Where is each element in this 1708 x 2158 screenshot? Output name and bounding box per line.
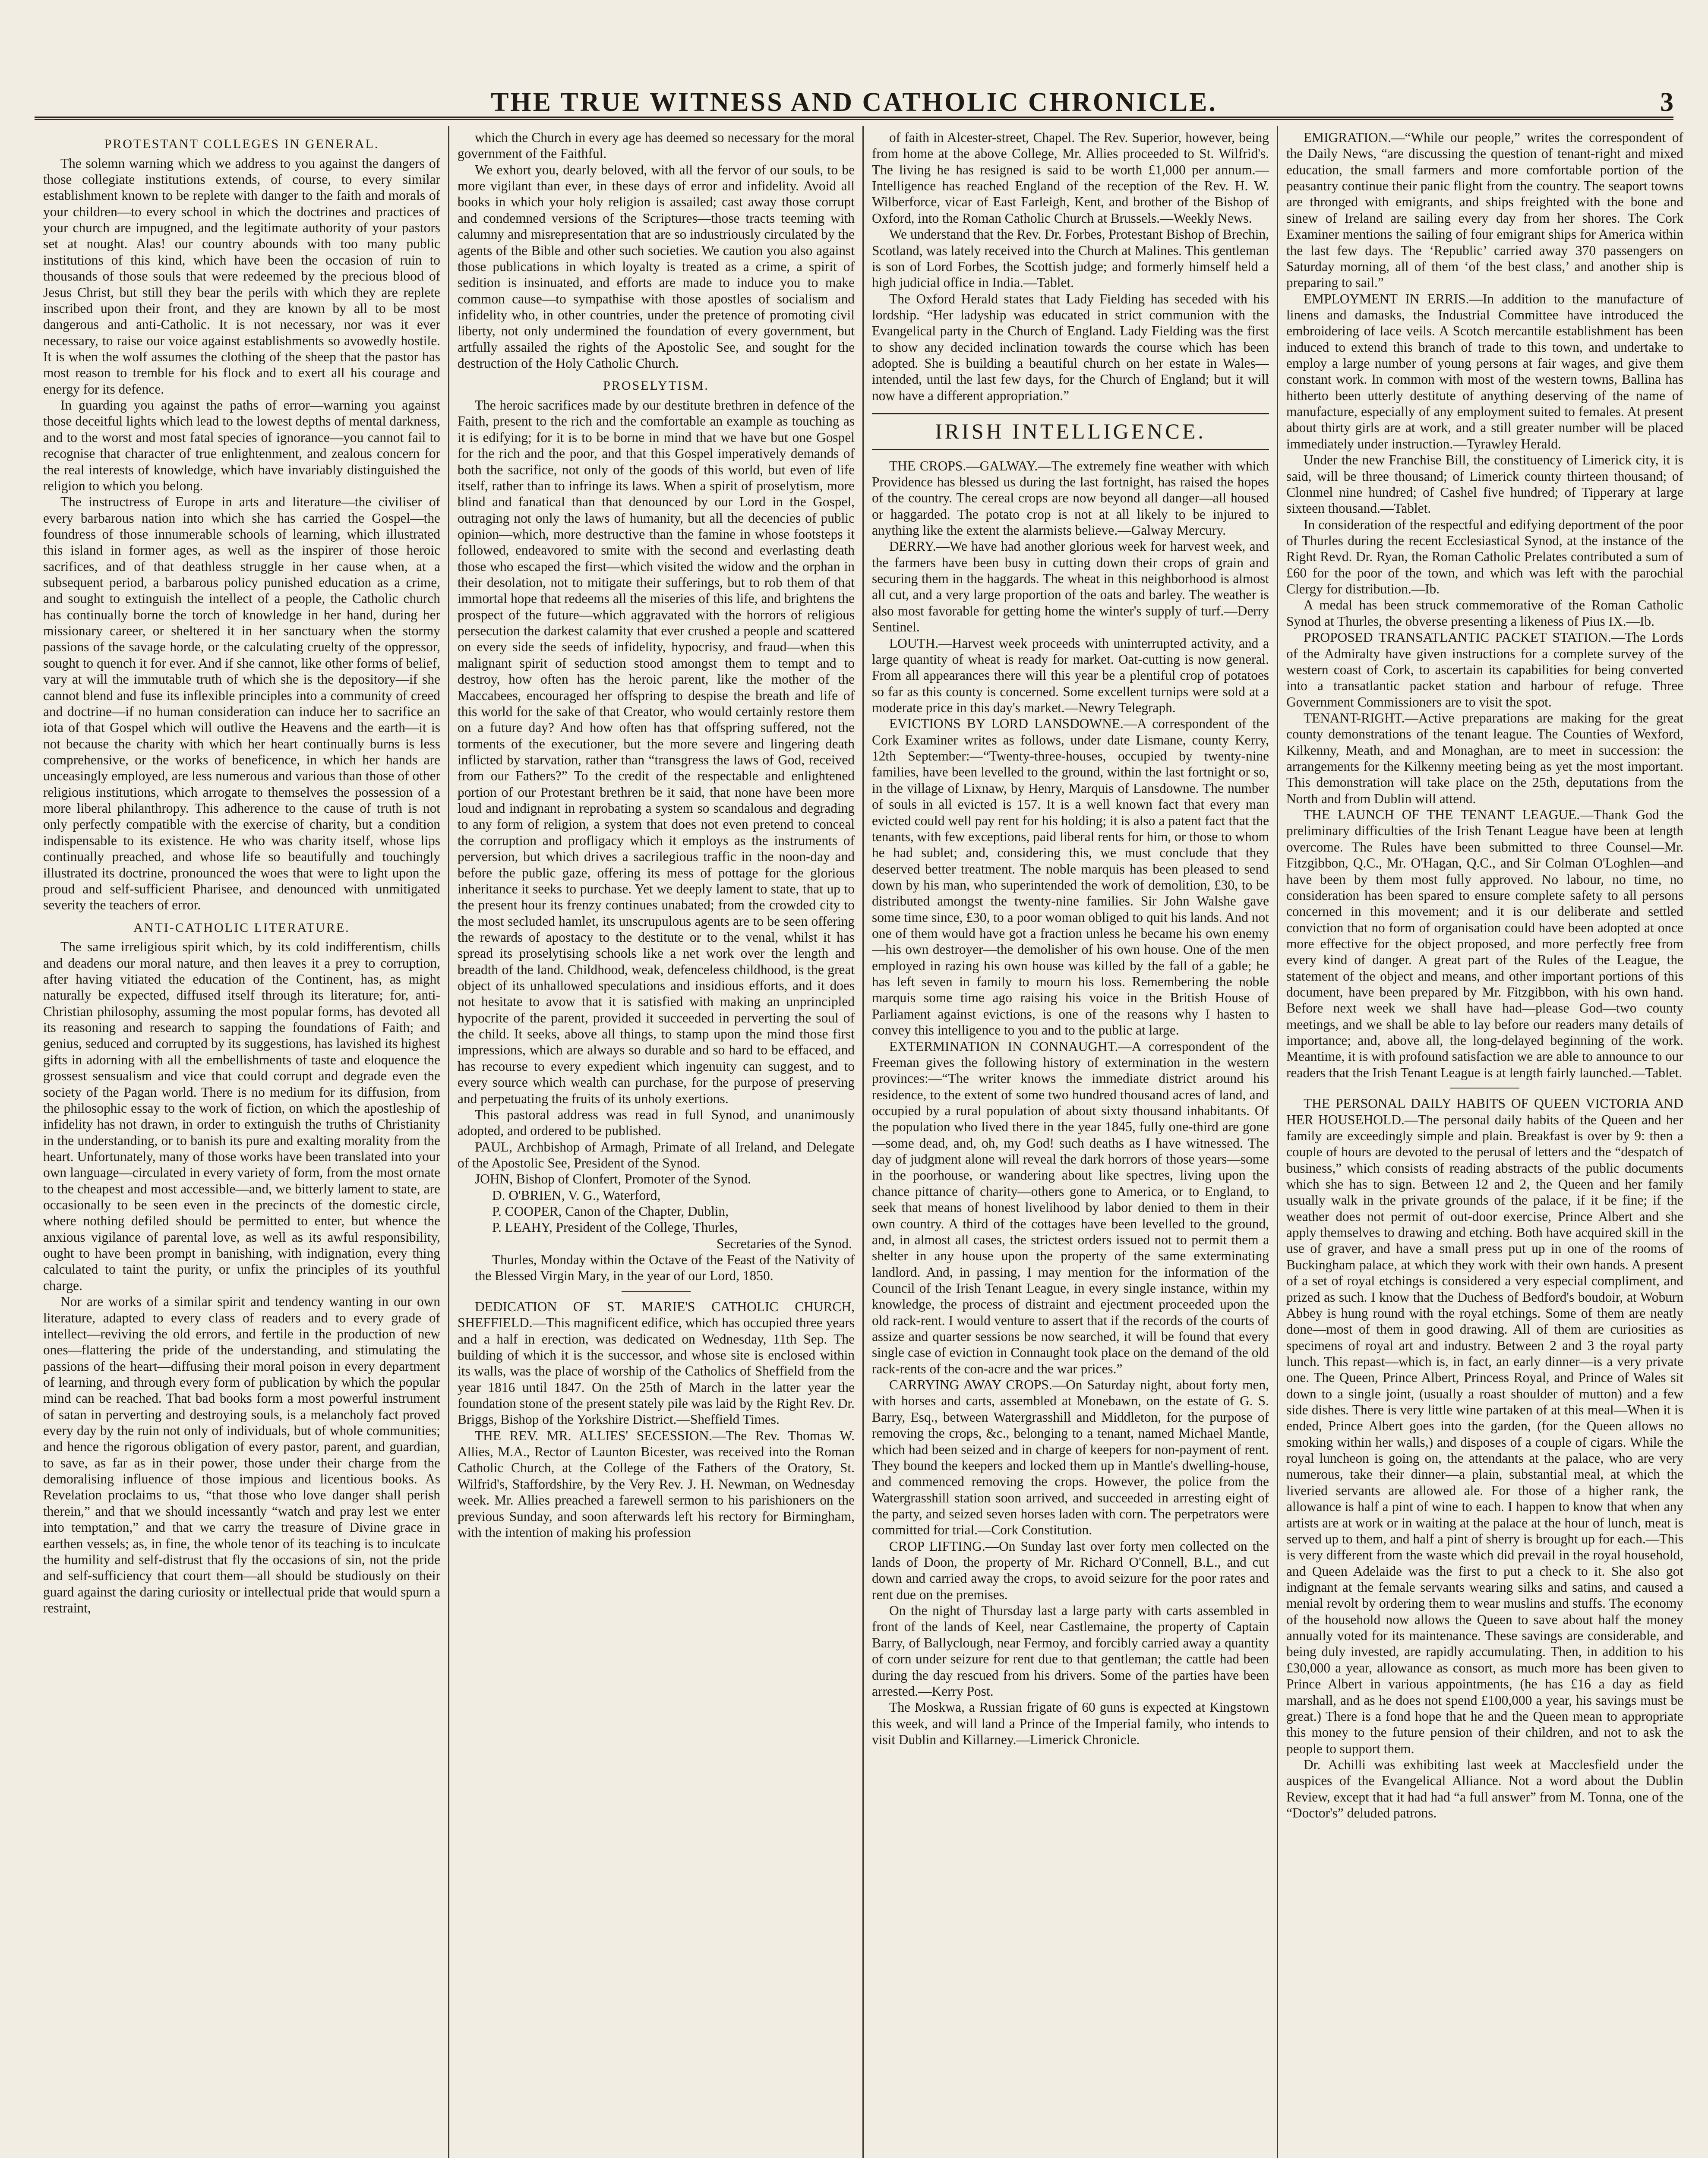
separator — [622, 1291, 691, 1292]
column-4 — [1286, 129, 1683, 2158]
paragraph: EMPLOYMENT IN ERRIS.—In addition to the manufacture of linens and damasks, the Industrial Committee have introduced the embroidering of lace veils. A Scotch mercantile establishment has been induced to extend this branch of trade to this town, and undertake to employ a large number of young persons at fair wages, and give them constant work. In common with most of the western towns, Ballina has hitherto been utterly destitute of anything deserving of the name of manufacture, especially of any employment suited to females. At present about thirty girls are at work, and a still greater number will be placed immediately under instruction.—Tyrawley Herald. — [1286, 291, 1683, 451]
paragraph: CARRYING AWAY CROPS.—On Saturday night, about forty men, with horses and carts, assembled at Monebawn, on the estate of G. S. Barry, Esq., between Watergrasshill and Middleton, for the purpose of removing the crops, &c., belonging to a tenant, named Michael Mantle, which had been seized and in charge of keepers for non-payment of rent. They bound the keepers and locked them up in Mantle's dwelling-house, and commenced removing the crops. However, the police from the Watergrasshill station soon arrived, and succeeded in arresting eight of the party, and seized seven horses laden with corn. The perpetrators were committed for trial.—Cork Constitution. — [872, 1377, 1269, 1538]
paragraph: On the night of Thursday last a large party with carts assembled in front of the lands of Keel, near Castlemaine, the property of Captain Barry, of Ballyclough, near Fermoy, and forcibly carried away a quantity of corn under seizure for rent due to that gentleman; the cattle had been during the day rescued from his drivers. Some of the parties have been arrested.—Kerry Post. — [872, 1603, 1269, 1699]
paragraph: EMIGRATION.—“While our people,” writes the correspondent of the Daily News, “are discussing the question of tenant-right and mixed education, the small farmers and more comfortable portion of the peasantry continue their panic flight from the country. The seaport towns are thronged with emigrants, and ships freighted with the bone and sinew of Ireland are sailing every day from her shores. The Cork Examiner mentions the sailing of four emigrant ships for America within the last few days. The ‘Republic’ carried away 370 passengers on Saturday morning, all of them ‘of the best class,’ and another ship is preparing to sail.” — [1286, 130, 1683, 290]
paragraph: which the Church in every age has deemed so necessary for the moral government of the Faithful. — [458, 130, 855, 161]
column-2 — [458, 129, 855, 2158]
paragraph: In guarding you against the paths of error—warning you against those deceitful lights which lead to the lowest depths of mental darkness, and to the worst and most fatal species of ignorance—you cannot fail to recognise that character of true enlightenment, and zealous concern for the real interests of knowledge, which have invariably distinguished the religion to which you belong. — [43, 398, 440, 493]
column-1 — [43, 129, 440, 2158]
paragraph: EVICTIONS BY LORD LANSDOWNE.—A correspondent of the Cork Examiner writes as follows, under date Lismane, county Kerry, 12th September:—“Twenty-three-houses, occupied by twenty-nine families, have been levelled to the ground, within the last fortnight or so, in the village of Lixnaw, by Henry, Marquis of Lansdowne. The number of souls in all evicted is 157. It is a well known fact that every man evicted could well pay rent for his holding; it is also a patent fact that the tenants, with few exceptions, paid liberal rents for him, or those to whom he had sublet; and, considering this, we must conclude that they deserved better treatment. The noble marquis has been pleased to send down by his man, who superintended the work of demolition, £30, to be distributed amongst the twenty-nine families. Sir John Walshe gave some time since, £30, to a poor woman obliged to quit his lands. And not one of them would have got a fraction unless he became his own enemy—his own destroyer—the demolisher of his own house. One of the men employed in razing his own house was killed by the fall of a gable; he has left seven in family to mourn his loss. Remembering the noble marquis some time ago raising his voice in the British House of Parliament against evictions, is one of the reasons why I hasten to convey this intelligence to you and to the public at large. — [872, 716, 1269, 1038]
paragraph: THE CROPS.—GALWAY.—The extremely fine weather with which Providence has blessed us during the last fortnight, has raised the hopes of the country. The cereal crops are now beyond all danger—all housed or haggarded. The potato crop is not at all likely to be injured to anything like the extent the alarmists believe.—Galway Mercury. — [872, 458, 1269, 538]
signature-secretary: D. O'BRIEN, V. G., Waterford, — [492, 1187, 661, 1203]
paragraph: EXTERMINATION IN CONNAUGHT.—A correspondent of the Freeman gives the following history of extermination in the western provinces:—“The writer knows the immediate district around his residence, to the extent of some two hundred thousand acres of land, and occupied by a rural population of about sixty thousand inhabitants. Of the population who lived there in the year 1845, fully one-third are gone—some dead, and, oh, my God! such deaths as I have witnessed. The day of judgment alone will reveal the dark horrors of those years—some in the poorhouse, or wandering about like spectres, living upon the chance pittance of charity—others gone to America, or to England, to seek that means of honest livelihood by labor denied to them in their own country. A third of the cottages have been levelled to the ground, and, in almost all cases, the strictest orders issued not to permit them a shelter in any house upon the property of the same exterminating landlord. And, in passing, I may mention for the information of the Council of the Irish Tenant League, in every single instance, within my knowledge, the process of distraint and ejectment proceeded upon the old rack-rent. I would venture to assert that if the records of the courts of assize and quarter sessions be now searched, it will be found that every single case of eviction in Connaught took place on the demand of the old rack-rents of the con-acre and the war prices.” — [872, 1038, 1269, 1376]
paragraph: of faith in Alcester-street, Chapel. The Rev. Superior, however, being from home at the above College, Mr. Allies proceeded to St. Wilfrid's. The living he has resigned is said to be worth £1,000 per annum.—Intelligence has reached England of the reception of the Rev. H. W. Wilberforce, vicar of East Farleigh, Kent, and brother of the Bishop of Oxford, into the Roman Catholic Church at Brussels.—Weekly News. — [872, 130, 1269, 226]
paragraph: A medal has been struck commemorative of the Roman Catholic Synod at Thurles, the obverse presenting a likeness of Pius IX.—Ib. — [1286, 597, 1683, 629]
signature-bishop: JOHN, Bishop of Clonfert, Promoter of the Synod. — [475, 1171, 751, 1187]
secretaries-label: Secretaries of the Synod. — [717, 1236, 852, 1251]
paragraph: TENANT-RIGHT.—Active preparations are making for the great county demonstrations of the tenant league. The Counties of Wexford, Kilkenny, Meath, and and Monaghan, are to meet in succession: the arrangements for the Kilkenny meeting being as yet the most important. This demonstration will take place on the 25th, deputations from the North and from Dublin will attend. — [1286, 710, 1683, 806]
signature-secretary: P. COOPER, Canon of the Chapter, Dublin, — [492, 1204, 729, 1219]
paragraph: The same irreligious spirit which, by its cold indifferentism, chills and deadens our moral nature, and then leaves it a prey to corruption, after having vitiated the education of the Continent, has, as might naturally be expected, diffused itself through its literature; for, anti-Christian philosophy, assuming the most popular forms, has devoted all its reasoning and research to sapping the foundations of Faith; and genius, seduced and corrupted by its suggestions, has lavished its highest gifts in adorning with all the embellishments of taste and eloquence the grossest sensualism and vice that could corrupt and degrade even the society of the Pagan world. There is no medium for its diffusion, from the philosophic essay to the work of fiction, on which the apostleship of infidelity has not drawn, in order to extinguish the truths of Christianity in the understanding, or to banish its pure and exalting morality from the heart. Unfortunately, many of those works have been translated into your own language—circulated in every variety of form, from the most ornate to the cheapest and most accessible—and, we bitterly lament to state, are occasionally to be seen even in the precincts of the domestic circle, where nothing defiled should be permitted to enter, but whence the anxious vigilance of parental love, as well as its awful responsibility, ought to have been prompt in banishing, with indignation, every thing calculated to taint the purity, or unfix the principles of its youthful charge. — [43, 939, 440, 1293]
paragraph: In consideration of the respectful and edifying deportment of the poor of Thurles during the recent Ecclesiastical Synod, at the instance of the Right Revd. Dr. Ryan, the Roman Catholic Prelates contributed a sum of £60 for the poor of the town, and which was left with the parochial Clergy for distribution.—Ib. — [1286, 517, 1683, 597]
paragraph: The Moskwa, a Russian frigate of 60 guns is expected at Kingstown this week, and will land a Prince of the Imperial family, who intends to visit Dublin and Killarney.—Limerick Chronicle. — [872, 1700, 1269, 1747]
paragraph: The solemn warning which we address to you against the dangers of those collegiate institutions extends, of course, to every similar establishment known to be replete with danger to the faith and morals of your children—to every school in which the doctrines and practices of your church are impugned, and the legitimate authority of your pastors set at nought. Alas! our country abounds with too many public institutions of this kind, which have been the occasion of ruin to thousands of those souls that were redeemed by the precious blood of Jesus Christ, but still they bear the perils with which they are replete inscribed upon their front, and they are known by all to be most dangerous and anti-Catholic. It is not necessary, nor was it ever necessary, to raise our voice against establishments so avowedly hostile. It is when the wolf assumes the clothing of the sheep that the pastor has most reason to tremble for his flock and to exert all his courage and energy for its defence. — [43, 155, 440, 397]
paragraph: The instructress of Europe in arts and literature—the civiliser of every barbarous nation into which she has carried the Gospel—the foundress of those innumerable schools of learning, which illustrated this island in former ages, as well as the inspirer of those heroic sacrifices, and of that deathless struggle in her cause when, at a subsequent period, a barbarous policy punished education as a crime, and sought to extinguish the intellect of a people, the Catholic church has continually borne the torch of knowledge in her hand, during her missionary career, or sheltered it in her sanctuary when the stormy passions of the savage horde, or the calculating cruelty of the oppressor, sought to quench it for ever. And if she cannot, like other forms of belief, vary at will the immutable truth of which she is the depository—if she cannot blend and fuse its inflexible principles into a community of creed and doctrine—if no human consideration can induce her to sacrifice an iota of that Gospel which will outlive the Heavens and the earth—it is not because the charity with which her heart continually burns is less comprehensive, or the works of beneficence, in which her hands are unceasingly employed, are less numerous and various than those of other religious institutions, which arrogate to themselves the possession of a more liberal philanthropy. This adherence to the cause of truth is not only perfectly compatible with the exercise of charity, but a condition indispensable to its existence. He who was charity itself, whose lips continually preached, and whose life so beautifully and touchingly illustrated its doctrine, pronounced the woes that were to light upon the proud and self-sufficient Pharisee, and denounced with unmitigated severity the teachers of error. — [43, 494, 440, 913]
paragraph: Under the new Franchise Bill, the constituency of Limerick city, it is said, will be three thousand; of Limerick county thirteen thousand; of Clonmel nine hundred; of Cashel five hundred; of Tipperary at large sixteen thousand.—Tablet. — [1286, 452, 1683, 516]
paragraph: The heroic sacrifices made by our destitute brethren in defence of the Faith, present to the rich and the comfortable an example as touching as it is edifying; for it is to be borne in mind that we have but one Gospel for the rich and the poor, and that this Gospel imperatively demands of both the sacrifice, not only of the goods of this world, but even of life itself, rather than to infringe its laws. When a spirit of proselytism, more blind and fanatical than that denounced by our Lord in the Gospel, outraging not only the laws of humanity, but all the decencies of public opinion—which, more destructive than the famine in whose footsteps it followed, endeavored to smite with the second and everlasting death those who escaped the first—which visited the widow and the orphan in their desolation, not to mitigate their sufferings, but to rob them of that immortal hope that redeems all the miseries of this life, and brightens the prospect of the future—which aggravated with the horrors of religious persecution the darkest calamity that ever crushed a people and scattered on every side the seeds of infidelity, hypocrisy, and fraud—when this malignant spirit of seduction stood amongst them to tempt and to destroy, how often has the heroic parent, like the mother of the Maccabees, encouraged her offspring to despise the breath and life of this world for the sake of that Creator, who would certainly restore them on a future day? And how often has that offspring suffered, not the torments of the executioner, but the more severe and lingering death inflicted by starvation, rather than “transgress the laws of God, received from our Fathers?” To the credit of the respectable and enlightened portion of our Protestant brethren be it said, that none have been more loud and indignant in reprobating a system so scandalous and degrading to any form of religion, a system that does not even pretend to conceal the corruption and profligacy which it employs as the instruments of perversion, but which drives a sacrilegious traffic in the noon-day and before the public gaze, offering its mess of pottage for the glorious inheritance it seeks to purchase. Yet we deeply lament to state, that up to the present hour its frenzy continues unabated; from the crowded city to the most secluded hamlet, its unscrupulous agents are to be seen offering the rewards of apostacy to the destitute or to the venal, whilst it has spread its proselytising schools like a net work over the length and breadth of the land. Childhood, weak, defenceless childhood, is the great object of its unhallowed speculations and insidious efforts, and it does not hesitate to avow that it is satisfied with making an unprincipled hypocrite of the parent, provided it succeeded in perverting the soul of the child. It seeks, above all things, to stamp upon the mind those first impressions, which are always so durable and so hard to be effaced, and has recourse to every expedient which ingenuity can suggest, and to every source which wealth can purchase, for the purpose of preserving and perpetuating the fruits of its unholy exertions. — [458, 398, 855, 1106]
page-number: 3 — [1660, 88, 1673, 117]
paragraph: CROP LIFTING.—On Sunday last over forty men collected on the lands of Doon, the property of Mr. Richard O'Connell, B.L., and cut down and carried away the crops, to avoid seizure for the poor rates and rent due on the premises. — [872, 1538, 1269, 1602]
masthead — [35, 65, 1673, 120]
section-title-irish-intelligence: IRISH INTELLIGENCE. — [872, 413, 1269, 450]
paragraph: Dr. Achilli was exhibiting last week at Macclesfield under the auspices of the Evangelical Alliance. Not a word about the Dublin Review, except that it had had “a full answer” from M. Tonna, one of the “Doctor's” deluded patrons. — [1286, 1757, 1683, 1821]
paragraph: DERRY.—We have had another glorious week for harvest week, and the farmers have been busy in cutting down their crops of grain and securing them in the haggards. The wheat in this neighborhood is almost all cut, and a very large proportion of the oats and barley. The weather is also most favorable for getting home the winter's supply of turf.—Derry Sentinel. — [872, 539, 1269, 635]
paragraph: This pastoral address was read in full Synod, and unanimously adopted, and ordered to be published. — [458, 1107, 855, 1139]
column-rule — [1277, 126, 1278, 2158]
paragraph: The Oxford Herald states that Lady Fielding has seceded with his lordship. “Her ladyship was educated in strict communion with the Evangelical party in the Church of England. Lady Fielding was the first to show any decided inclination towards the course which has been adopted. She is building a beautiful church on her estate in Wales—intended, until the last few days, for the Church of England; but it will now have a different appropriation.” — [872, 291, 1269, 403]
signature-secretary: P. LEAHY, President of the College, Thurles, — [492, 1220, 738, 1235]
paragraph: We exhort you, dearly beloved, with all the fervor of our souls, to be more vigilant than ever, in these days of error and infidelity. Avoid all books in which your holy religion is assailed; cast away those corrupt and condemned versions of the Scriptures—those tracts teeming with calumny and misrepresentation that are so industriously circulated by the agents of the Bible and other such societies. We caution you also against those publications in which loyalty is treated as a crime, a spirit of sedition is insinuated, and efforts are made to induce you to make common cause—to sympathise with those apostles of socialism and infidelity who, in other countries, under the pretence of promoting civil liberty, not only undermined the foundation of every government, but artfully assailed the rights of the Apostolic See, and sought for the destruction of the Holy Catholic Church. — [458, 162, 855, 371]
column-rule — [448, 126, 449, 2158]
newspaper-title: THE TRUE WITNESS AND CATHOLIC CHRONICLE. — [491, 88, 1217, 117]
section-heading: PROTESTANT COLLEGES IN GENERAL. — [104, 137, 379, 151]
paragraph: DEDICATION OF ST. MARIE'S CATHOLIC CHURCH, SHEFFIELD.—This magnificent edifice, which has occupied three years and a half in erection, was dedicated on Wednesday, 11th Sep. The building of which it is the successor, and whose site is enclosed within its walls, was the place of worship of the Catholics of Sheffield from the year 1816 until 1847. On the 25th of March in the latter year the foundation stone of the present stately pile was laid by the Right Rev. Dr. Briggs, Bishop of the Yorkshire District.—Sheffield Times. — [458, 1299, 855, 1427]
column-3 — [872, 129, 1269, 2158]
section-heading: ANTI-CATHOLIC LITERATURE. — [133, 920, 350, 935]
section-heading: PROSELYTISM. — [603, 379, 709, 393]
date-line: Thurles, Monday within the Octave of the Feast of the Nativity of the Blessed Virgin Mary, in the year of our Lord, 1850. — [475, 1252, 855, 1284]
paragraph: PROPOSED TRANSATLANTIC PACKET STATION.—The Lords of the Admiralty have given instructions for a complete survey of the western coast of Cork, to ascertain its capabilities for being converted into a transatlantic packet station and harbour of refuge. Three Government Commissioners are to visit the spot. — [1286, 630, 1683, 710]
paragraph: We understand that the Rev. Dr. Forbes, Protestant Bishop of Brechin, Scotland, was lately received into the Church at Malines. This gentleman is son of Lord Forbes, the Scottish judge; and formerly himself held a high judicial office in India.—Tablet. — [872, 227, 1269, 290]
column-rule — [862, 126, 864, 2158]
paragraph: THE LAUNCH OF THE TENANT LEAGUE.—Thank God the preliminary difficulties of the Irish Tenant League have been at length overcome. The Rules have been submitted to three Counsel—Mr. Fitzgibbon, Q.C., Mr. O'Hagan, Q.C., and Sir Colman O'Loghlen—and have been by them most fully approved. No labour, no time, no consideration has been spared to ensure complete safety to all persons concerned in this movement; and it is our deliberate and settled conviction that no form of organisation could have been adopted at once more effective for the object proposed, and more perfectly free from every kind of danger. A great part of the Rules of the League, the statement of the object and means, and other important portions of this document, have been prepared by Mr. Fitzgibbon, with his own hand. Before next week we shall have had—please God—two county meetings, and we shall be able to lay before our readers many details of importance; and, above all, the long-delayed beginning of the work. Meantime, it is with profound satisfaction we are able to announce to our readers that the Irish Tenant League is at length fairly launched.—Tablet. — [1286, 807, 1683, 1080]
paragraph: THE PERSONAL DAILY HABITS OF QUEEN VICTORIA AND HER HOUSEHOLD.—The personal daily habits of the Queen and her family are exceedingly simple and plain. Breakfast is over by 9: then a couple of hours are devoted to the perusal of letters and the “despatch of business,” which consists of reading abstracts of the public documents which she has to sign. Between 12 and 2, the Queen and her family usually walk in the private grounds of the palace, if it be fine; if the weather does not permit of out-door exercise, Prince Albert and she apply themselves to drawing and etching. Both have acquired skill in the use of graver, and have a small press put up in one of the rooms of Buckingham palace, at which they work with their own hands. A present of a set of royal etchings is considered a very especial compliment, and prized as such. I know that the Duchess of Bedford's boudoir, at Woburn Abbey is hung round with the royal etchings. Some of them are neatly done—most of them in good drawing. All of them are curiosities as specimens of royal art and industry. Between 2 and 3 the royal party lunch. This repast—which is, in fact, an early dinner—is a very private one. The Queen, Prince Albert, Princess Royal, and Prince of Wales sit down to a single joint, (usually a roast shoulder of mutton) and a few side dishes. There is very little wine partaken of at this meal—When it is ended, Prince Albert goes into the garden, (for the Queen allows no smoking within her walls,) and disposes of a couple of cigars. While the royal luncheon is going on, the attendants at the palace, who are very numerous, take their dinner—a plain, substantial meal, at which the liveried servants are allowed ale. For those of a higher rank, the allowance is half a pint of wine to each. I happen to know that when any artists are at work or in waiting at the palace at the hour of lunch, meat is served up to them, and half a pint of sherry is brought up for each.—This is very different from the waste which did prevail in the royal household, and Queen Adelaide was the first to put a check to it. She also got indignant at the female servants wearing silks and satins, and caused a menial revolt by ordering them to wear muslins and stuffs. The economy of the household now allows the Queen to save about half the money annually voted for its maintenance. These savings are considerable, and being duly invested, are rapidly accumulating. Then, in addition to his £30,000 a year, allowance as consort, as much more has been given to Prince Albert in various appointments, (he has £16 a day as field marshall, and as he does not spend £100,000 a year, his savings must be great.) There is a fond hope that he and the Queen mean to appropriate this money to the future pension of their children, and not to ask the people to support them. — [1286, 1096, 1683, 1756]
paragraph: LOUTH.—Harvest week proceeds with uninterrupted activity, and a large quantity of wheat is ready for market. Oat-cutting is now general. From all appearances there will this year be a plentiful crop of potatoes so far as this county is concerned. Some excellent turnips were sold at a moderate price in this day's market.—Newry Telegraph. — [872, 635, 1269, 715]
paragraph: Nor are works of a similar spirit and tendency wanting in our own literature, adapted to every class of readers and to every grade of intellect—reviving the old errors, and fertile in the production of new ones—flattering the pride of the understanding, and stimulating the passions of the heart—diffusing their moral poison in every department of learning, and through every form of publication by which the popular mind can be reached. That bad books form a most powerful instrument of satan in perverting and destroying souls, is a melancholy fact proved every day by the ruin not only of individuals, but of whole communities; and hence the rigorous obligation of every pastor, parent, and guardian, to save, as far as in their power, those under their charge from the demoralising influence of those impious and licentious books. As Revelation proclaims to us, “that those who love danger shall perish therein,” and that we should incessantly “watch and pray lest we enter into temptation,” and that we carry the treasure of Divine grace in earthen vessels; as, in fine, the whole tenor of its teaching is to inculcate the humility and self-distrust that fly the occasions of sin, not the pride and self-sufficiency that court them—all should be studiously on their guard against the daring curiosity or intellectual pride that would spurn a restraint, — [43, 1294, 440, 1615]
signature-archbishop: PAUL, Archbishop of Armagh, Primate of all Ireland, and Delegate of the Apostolic See, President of the Synod. — [458, 1139, 855, 1170]
paragraph: THE REV. MR. ALLIES' SECESSION.—The Rev. Thomas W. Allies, M.A., Rector of Launton Bicester, was received into the Roman Catholic Church, at the College of the Fathers of the Oratory, St. Wilfrid's, Staffordshire, by the Very Rev. J. H. Newman, on Wednesday week. Mr. Allies preached a farewell sermon to his parishioners on the previous Sunday, and soon afterwards left his rectory for Birmingham, with the intention of making his profession — [458, 1428, 855, 1540]
